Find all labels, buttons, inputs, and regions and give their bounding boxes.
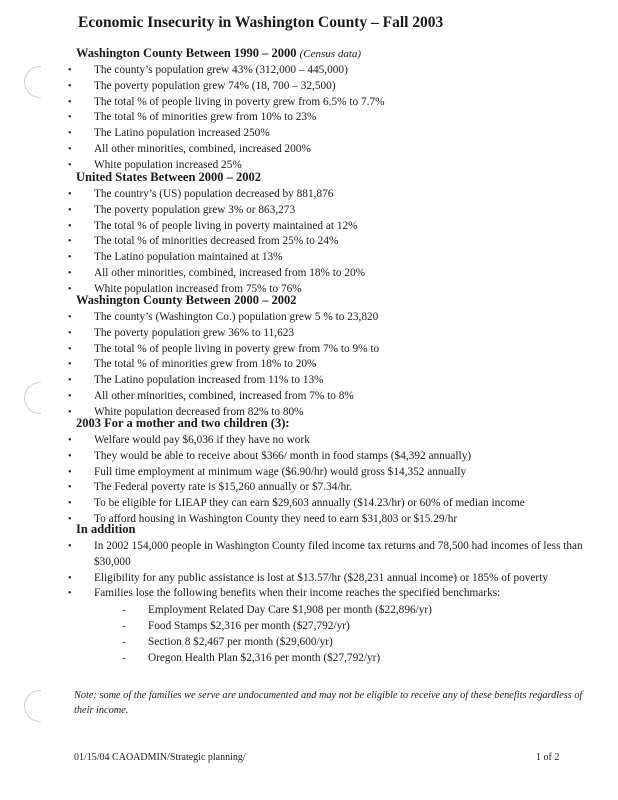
list-item-text: White population decreased from 82% to 80% [94, 405, 304, 418]
list-item-text: The Latino population maintained at 13% [94, 251, 283, 264]
bullet-icon: • [68, 390, 72, 402]
bullet-icon: • [68, 65, 72, 76]
sub-list-item [94, 651, 592, 667]
punch-hole-bottom [24, 690, 41, 722]
dash-bullet-icon: - [122, 619, 126, 632]
list-item-text: The total % of people living in poverty maintained at 12% [94, 219, 358, 232]
bullet-icon: • [68, 204, 72, 216]
sub-list-item-text: Oregon Health Plan $2,316 per month ($27,792/yr) [148, 651, 381, 664]
list-item [62, 250, 592, 266]
bullet-icon: • [68, 267, 72, 279]
sub-list-item [94, 603, 592, 619]
section-wa-county-2000-2002 [62, 293, 592, 421]
bullet-icon: • [68, 359, 72, 371]
sub-list-item [94, 619, 592, 635]
bullet-icon: • [68, 343, 72, 355]
list-item-text: The poverty population grew 36% to 11,623 [94, 326, 295, 339]
section-list [62, 310, 592, 421]
census-note: (Census data) [299, 48, 362, 60]
bullet-icon: • [68, 128, 72, 140]
list-item [62, 373, 592, 389]
list-item-text: The Latino population increased 250% [94, 127, 270, 140]
list-item-text: The country’s (US) population decreased by 881,876 [94, 188, 334, 200]
list-item-text: The total % of minorities decreased from 25% to 24% [94, 235, 339, 248]
list-item-text: To be eligible for LIEAP they can earn $29,603 annually ($14.23/hr) or 60% of median income [94, 497, 525, 510]
list-item-text: The Latino population increased from 11% to 13% [94, 374, 324, 387]
list-item-text: The Federal poverty rate is $15,260 annually or $7.34/hr. [94, 481, 353, 494]
list-item-text: Welfare would pay $6,036 if they have no work [94, 434, 310, 446]
list-item-text: All other minorities, combined, increased 200% [94, 142, 311, 155]
bullet-icon: • [68, 312, 72, 323]
section-wa-county-1990-2000 [62, 46, 592, 174]
list-item [62, 586, 592, 666]
section-heading: 2003 For a mother and two children (3): [76, 416, 290, 430]
list-item [62, 219, 592, 235]
list-item-text: The county’s (Washington Co.) population grew 5 % to 23,820 [94, 311, 379, 323]
bullet-icon: • [68, 80, 72, 92]
punch-hole-top [24, 66, 41, 98]
list-item [62, 110, 592, 126]
list-item [62, 449, 592, 465]
sub-list-item-text: Food Stamps $2,316 per month ($27,792/yr) [148, 619, 350, 632]
section-us-2000-2002 [62, 170, 592, 298]
list-item [62, 63, 592, 79]
bullet-icon: • [68, 283, 72, 295]
section-heading: Washington County Between 2000 – 2002 [76, 293, 297, 307]
benefit-benchmark-list [94, 603, 592, 666]
bullet-icon: • [68, 189, 72, 200]
list-item-text: The poverty population grew 3% or 863,273 [94, 203, 296, 216]
section-heading: In addition [76, 522, 136, 536]
section-list [62, 63, 592, 174]
dash-bullet-icon: - [122, 635, 126, 648]
bullet-icon: • [68, 375, 72, 387]
dash-bullet-icon: - [122, 604, 126, 617]
bullet-icon: • [68, 143, 72, 155]
footnote: Note: some of the families we serve are undocumented and may not be eligible to receive any of these benefits regardless of their income. [74, 690, 583, 717]
list-item-text: The county’s population grew 43% (312,000 – 445,000) [94, 64, 348, 76]
list-item [62, 142, 592, 158]
section-heading-text: Washington County Between 1990 – 2000 [76, 46, 297, 60]
bullet-icon: • [68, 252, 72, 264]
sub-list-item-text: Employment Related Day Care $1,908 per month ($22,896/yr) [148, 604, 432, 617]
punch-hole-middle [24, 382, 41, 414]
bullet-icon: • [68, 327, 72, 339]
bullet-icon: • [68, 96, 72, 108]
bullet-icon: • [68, 588, 72, 600]
bullet-icon: • [68, 159, 72, 171]
list-item [62, 266, 592, 282]
list-item [62, 126, 592, 142]
list-item [62, 79, 592, 95]
list-item [62, 480, 592, 496]
bullet-icon: • [68, 236, 72, 248]
list-item-text: All other minorities, combined, increased from 18% to 20% [94, 266, 366, 279]
list-item [62, 234, 592, 250]
list-item-text: The poverty population grew 74% (18, 700 – 32,500) [94, 79, 336, 92]
list-item [62, 95, 592, 111]
sub-list-item-text: Section 8 $2,467 per month ($29,600/yr) [148, 635, 333, 648]
bullet-icon: • [68, 466, 72, 478]
section-list [62, 187, 592, 298]
document-title: Economic Insecurity in Washington County – Fall 2003 [78, 14, 444, 31]
bullet-icon: • [68, 450, 72, 462]
bullet-icon: • [68, 220, 72, 232]
list-item [62, 187, 592, 203]
bullet-icon: • [68, 541, 72, 552]
bullet-icon: • [68, 498, 72, 510]
list-item-text: The total % of minorities grew from 18% to 20% [94, 358, 317, 371]
list-item-text: The total % of people living in poverty grew from 7% to 9% to [94, 342, 380, 355]
list-item-text: The total % of people living in poverty grew from 6.5% to 7.7% [94, 95, 385, 108]
bullet-icon: • [68, 482, 72, 494]
bullet-icon: • [68, 572, 72, 584]
section-in-addition [62, 522, 592, 666]
bullet-icon: • [68, 513, 72, 525]
list-item [62, 203, 592, 219]
page-number: 1 of 2 [536, 752, 560, 763]
list-item-text: All other minorities, combined, increased from 7% to 8% [94, 389, 354, 402]
list-item-text: They would be able to receive about $366/ month in food stamps ($4,392 annually) [94, 449, 472, 462]
bullet-icon: • [68, 435, 72, 446]
list-item [62, 539, 592, 571]
section-heading: United States Between 2000 – 2002 [76, 170, 262, 184]
list-item-text: Families lose the following benefits when their income reaches the specified benchmarks: [94, 587, 501, 600]
list-item-text: Full time employment at minimum wage ($6.90/hr) would gross $14,352 annually [94, 465, 467, 478]
list-item [62, 465, 592, 481]
list-item-text: Eligibility for any public assistance is lost at $13.57/hr ($28,231 annual income) or 185% of poverty [94, 571, 548, 584]
list-item-text: White population increased from 75% to 76% [94, 282, 302, 295]
list-item-text: White population increased 25% [94, 158, 242, 171]
list-item [62, 342, 592, 358]
list-item [62, 310, 592, 326]
section-heading [76, 46, 592, 61]
footer-path: 01/15/04 CAOADMIN/Strategic planning/ [74, 752, 246, 763]
section-list [62, 539, 592, 666]
list-item [62, 433, 592, 449]
list-item [62, 496, 592, 512]
section-mother-two-children [62, 416, 592, 528]
list-item [62, 357, 592, 373]
dash-bullet-icon: - [122, 651, 126, 664]
list-item-text: In 2002 154,000 people in Washington County filed income tax returns and 78,500 had incomes of less than $30,000 [94, 540, 583, 568]
list-item [62, 389, 592, 405]
list-item-text: To afford housing in Washington County they need to earn $31,803 or $15.29/hr [94, 512, 458, 525]
list-item-text: The total % of minorities grew from 10% to 23% [94, 111, 317, 124]
section-list [62, 433, 592, 528]
list-item [62, 326, 592, 342]
bullet-icon: • [68, 112, 72, 124]
sub-list-item [94, 635, 592, 651]
bullet-icon: • [68, 406, 72, 418]
list-item [62, 571, 592, 587]
